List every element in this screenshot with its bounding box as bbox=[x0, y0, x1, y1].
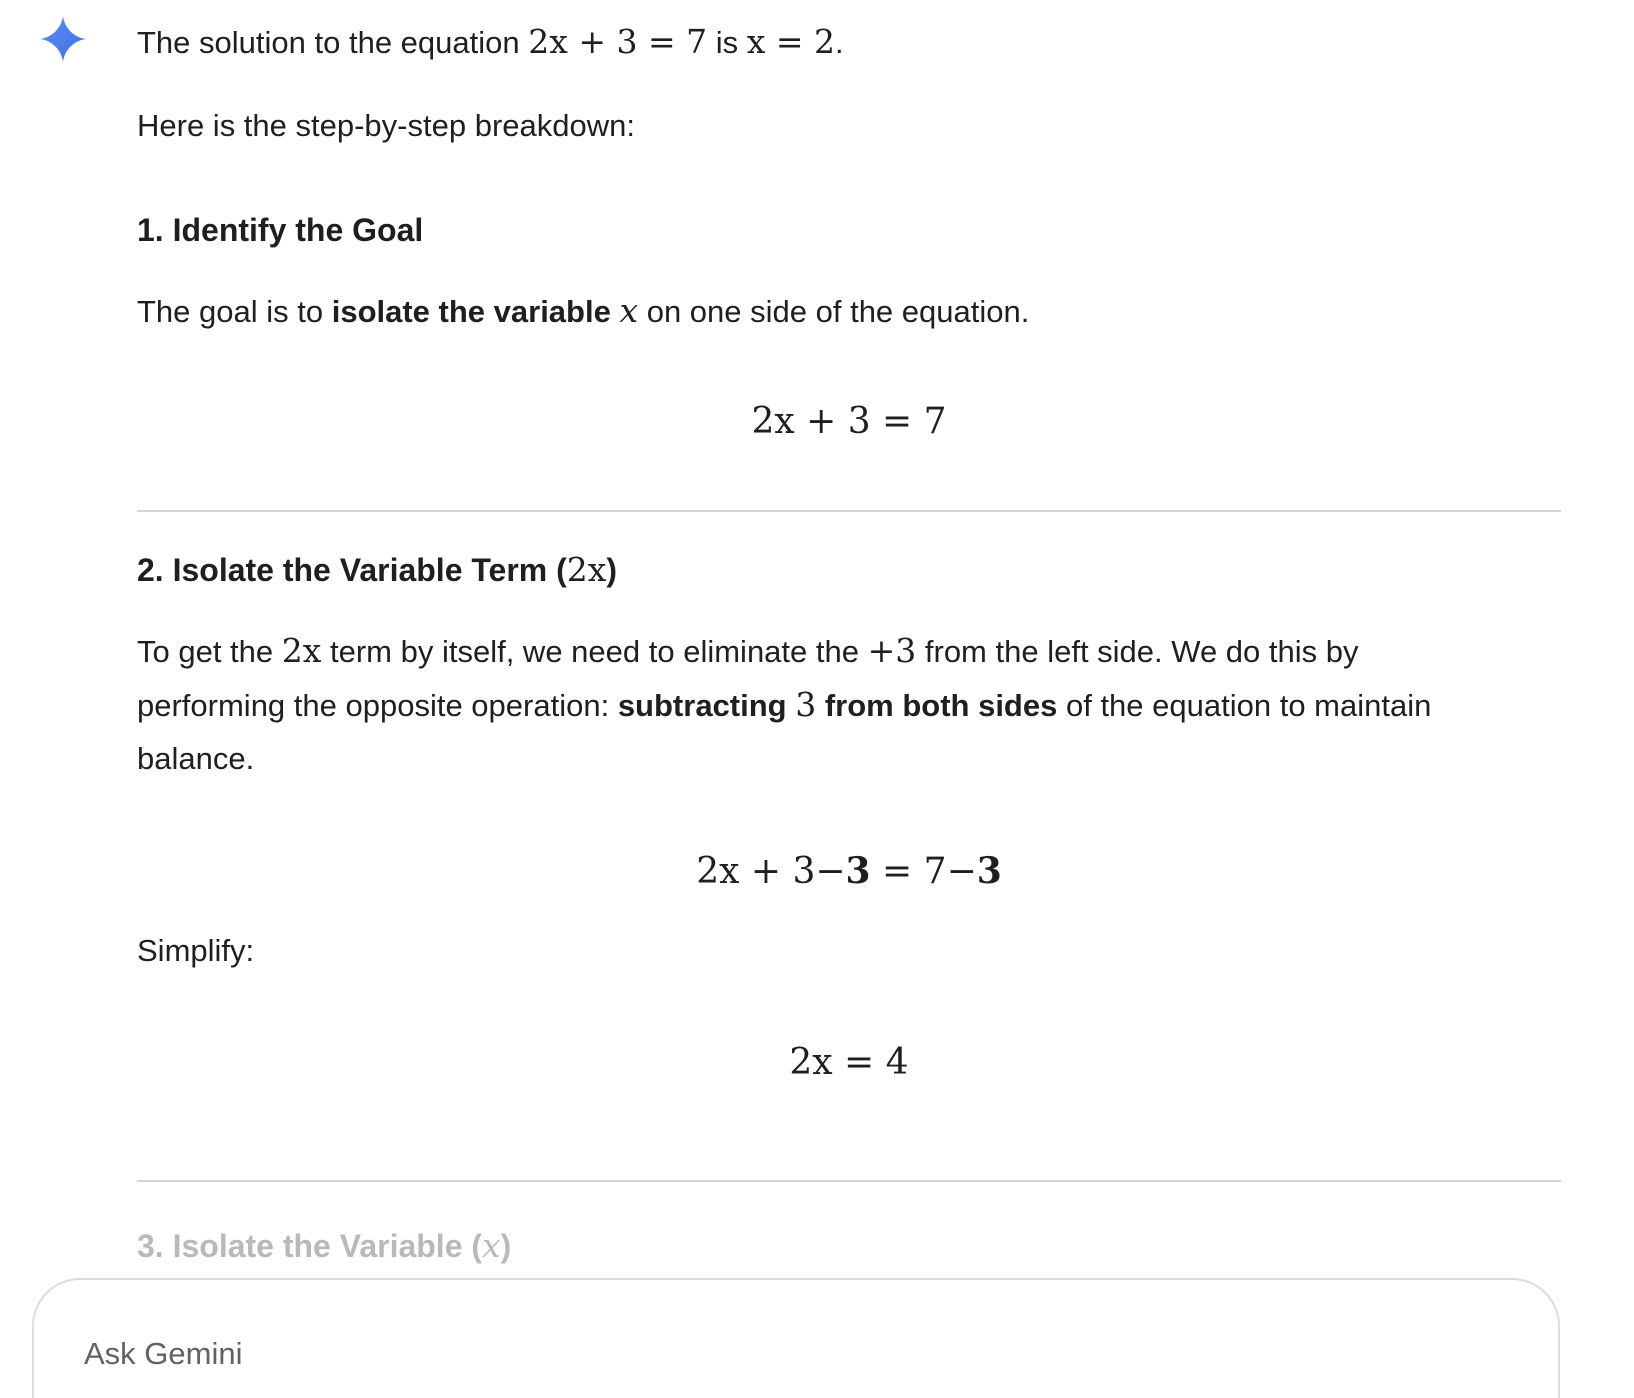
step2-text-4: performing the opposite operation: bbox=[137, 688, 618, 723]
step3-heading-suffix: ) bbox=[500, 1228, 512, 1264]
simplified-equation: 2x = 4 bbox=[789, 1042, 909, 1083]
step1-text-prefix: The goal is to bbox=[137, 294, 332, 329]
step2-text-1: To get the bbox=[137, 634, 282, 669]
step1-text bbox=[137, 283, 1561, 340]
step2-math-1: 2x bbox=[281, 631, 322, 670]
step2-paragraph-line-1 bbox=[137, 623, 1561, 680]
step2-eq-rhs-minus: − bbox=[946, 851, 977, 892]
step2-paragraph-line-3: balance. bbox=[137, 741, 255, 776]
breakdown-intro: Here is the step-by-step breakdown: bbox=[137, 108, 635, 143]
intro-equation: 2x + 3 = 7 bbox=[528, 22, 708, 61]
intro-sentence bbox=[137, 14, 1561, 71]
intro-middle: is bbox=[707, 25, 747, 60]
step2-eq-equals: = 7 bbox=[870, 851, 947, 892]
step1-heading: 1. Identify the Goal bbox=[137, 212, 424, 248]
step1-text-bold: isolate the variable bbox=[331, 294, 611, 329]
step2-heading-math: 2x bbox=[566, 550, 607, 589]
step2-heading-suffix: ) bbox=[606, 552, 618, 588]
step1-text-suffix: on one side of the equation. bbox=[638, 294, 1030, 329]
step1-equation: 2x + 3 = 7 bbox=[751, 401, 947, 442]
step2-eq-lhs: 2x + 3 bbox=[696, 851, 816, 892]
step2-eq-lhs-bold: 3 bbox=[845, 850, 871, 892]
step2-text-2: term by itself, we need to eliminate the bbox=[321, 634, 868, 669]
step2-heading-prefix: 2. Isolate the Variable Term ( bbox=[137, 552, 567, 588]
intro-prefix: The solution to the equation bbox=[137, 25, 529, 60]
step2-heading bbox=[137, 550, 617, 590]
step2-paragraph-line-2 bbox=[137, 677, 1561, 734]
step2-bold-1: subtracting bbox=[617, 688, 796, 723]
prompt-input-placeholder[interactable]: Ask Gemini bbox=[84, 1336, 243, 1371]
divider bbox=[137, 1180, 1561, 1182]
intro-suffix: . bbox=[834, 25, 844, 60]
step2-bold-2: from both sides bbox=[816, 688, 1058, 723]
prompt-input-box[interactable] bbox=[32, 1278, 1560, 1398]
step2-math-3: 3 bbox=[795, 685, 817, 724]
step3-heading-prefix: 3. Isolate the Variable ( bbox=[137, 1228, 483, 1264]
step3-heading bbox=[137, 1226, 511, 1266]
step3-heading-math: x bbox=[482, 1226, 501, 1265]
simplify-label: Simplify: bbox=[137, 933, 255, 968]
step2-math-2: +3 bbox=[867, 631, 917, 670]
gemini-sparkle-icon bbox=[40, 16, 86, 62]
step2-eq-rhs-bold: 3 bbox=[976, 850, 1002, 892]
step2-text-3: from the left side. We do this by bbox=[916, 634, 1359, 669]
divider bbox=[137, 510, 1561, 512]
step2-text-5: of the equation to maintain bbox=[1057, 688, 1432, 723]
step1-text-var: x bbox=[619, 291, 639, 330]
intro-solution: x = 2 bbox=[746, 22, 835, 61]
step2-equation bbox=[137, 849, 1561, 894]
step2-eq-lhs-minus: − bbox=[815, 851, 846, 892]
